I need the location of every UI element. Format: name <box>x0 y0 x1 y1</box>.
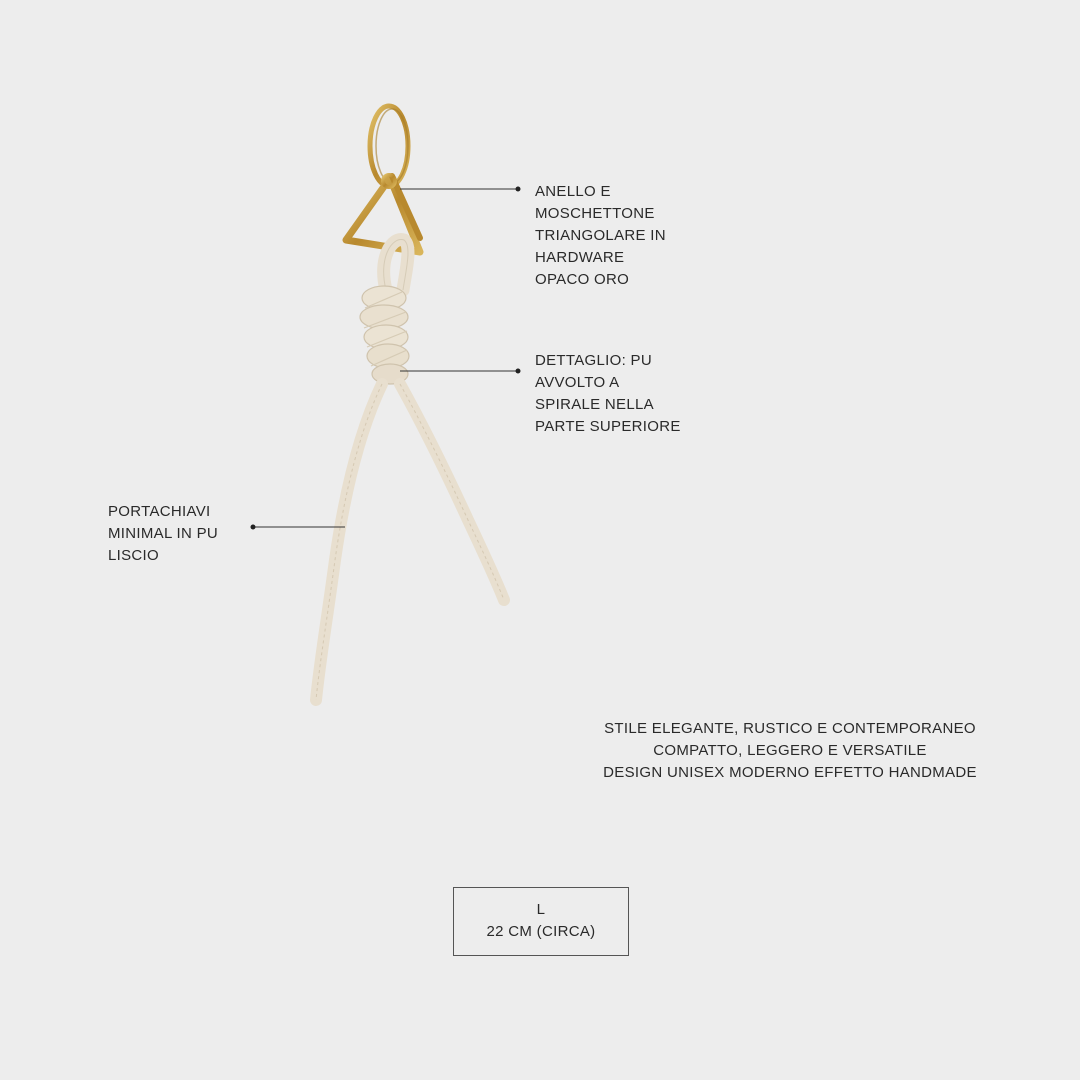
size-value: 22 CM (CIRCA) <box>486 923 596 940</box>
feature-line: COMPATTO, LEGGERO E VERSATILE <box>653 742 927 759</box>
pu-cord-icon <box>316 240 504 700</box>
annotation-minimal-keychain: PORTACHIAVI MINIMAL IN PU LISCIO <box>108 503 219 564</box>
callout-minimal-line <box>251 525 346 530</box>
feature-line: STILE ELEGANTE, RUSTICO E CONTEMPORANEO <box>604 720 976 737</box>
annotation-ring-hardware: ANELLO E MOSCHETTONE TRIANGOLARE IN HARDWARE OPACO ORO <box>535 183 666 288</box>
feature-line: DESIGN UNISEX MODERNO EFFETTO HANDMADE <box>603 764 977 781</box>
size-label: L <box>536 901 546 918</box>
callout-spiral-line <box>400 369 521 374</box>
annotation-spiral-detail: DETTAGLIO: PU AVVOLTO A SPIRALE NELLA PARTE SUPERIORE <box>535 352 681 435</box>
callout-ring-line <box>400 187 521 192</box>
features-list <box>590 718 990 784</box>
spiral-knot-icon <box>360 286 409 384</box>
size-box <box>453 887 629 956</box>
